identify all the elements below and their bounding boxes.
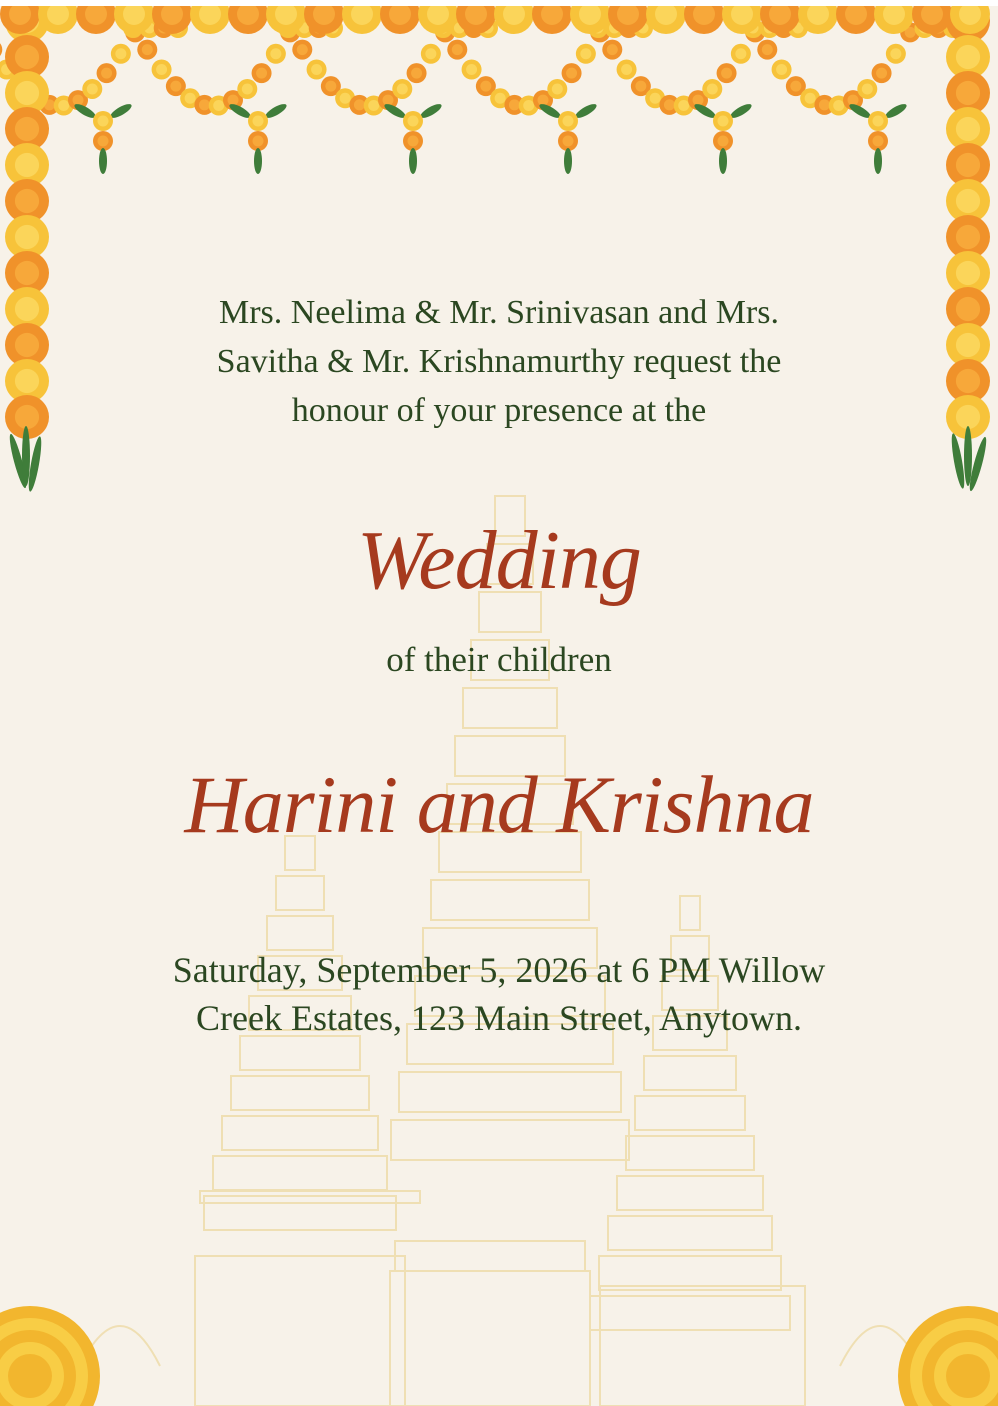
- leaf-icon: [99, 148, 107, 174]
- decorations: [0, 6, 998, 1406]
- couple-names: Harini and Krishna: [184, 759, 814, 850]
- temple-block: [617, 1176, 763, 1210]
- temple-block: [195, 1256, 405, 1406]
- temple-block: [600, 1286, 805, 1406]
- temple-block: [399, 1072, 621, 1112]
- temple-block: [222, 1116, 378, 1150]
- temple-block: [267, 916, 333, 950]
- temple-block: [635, 1096, 745, 1130]
- leaf-icon: [564, 148, 572, 174]
- hosts-text: Mrs. Neelima & Mr. Srinivasan and Mrs. Savitha & Mr. Krishnamurthy request the honour of your presence at the: [216, 294, 782, 429]
- temple-block: [204, 1196, 396, 1230]
- leaf-icon: [409, 148, 417, 174]
- temple-block: [626, 1136, 754, 1170]
- corner-marigold-icon: [0, 1306, 998, 1406]
- temple-block: [431, 880, 589, 920]
- temple-block: [391, 1120, 629, 1160]
- temple-block: [680, 896, 700, 930]
- temple-block: [644, 1056, 736, 1090]
- leaf-icon: [964, 426, 972, 486]
- leaf-icon: [254, 148, 262, 174]
- event-details: Saturday, September 5, 2026 at 6 PM Willow Creek Estates, 123 Main Street, Anytown.: [172, 950, 826, 1038]
- subtitle-text: of their children: [386, 640, 612, 679]
- temple-block: [390, 1271, 590, 1406]
- temple-block: [213, 1156, 387, 1190]
- temple-block: [599, 1256, 781, 1290]
- leaf-icon: [22, 426, 30, 486]
- temple-block: [590, 1296, 790, 1330]
- temple-block: [608, 1216, 772, 1250]
- leaf-icon: [719, 148, 727, 174]
- temple-block: [231, 1076, 369, 1110]
- temple-block: [276, 876, 324, 910]
- temple-block: [463, 688, 557, 728]
- leaf-icon: [874, 148, 882, 174]
- invitation-card: [0, 6, 998, 1406]
- temple-block: [395, 1241, 585, 1271]
- marigold-icon: [0, 40, 2, 60]
- event-title: Wedding: [357, 514, 641, 607]
